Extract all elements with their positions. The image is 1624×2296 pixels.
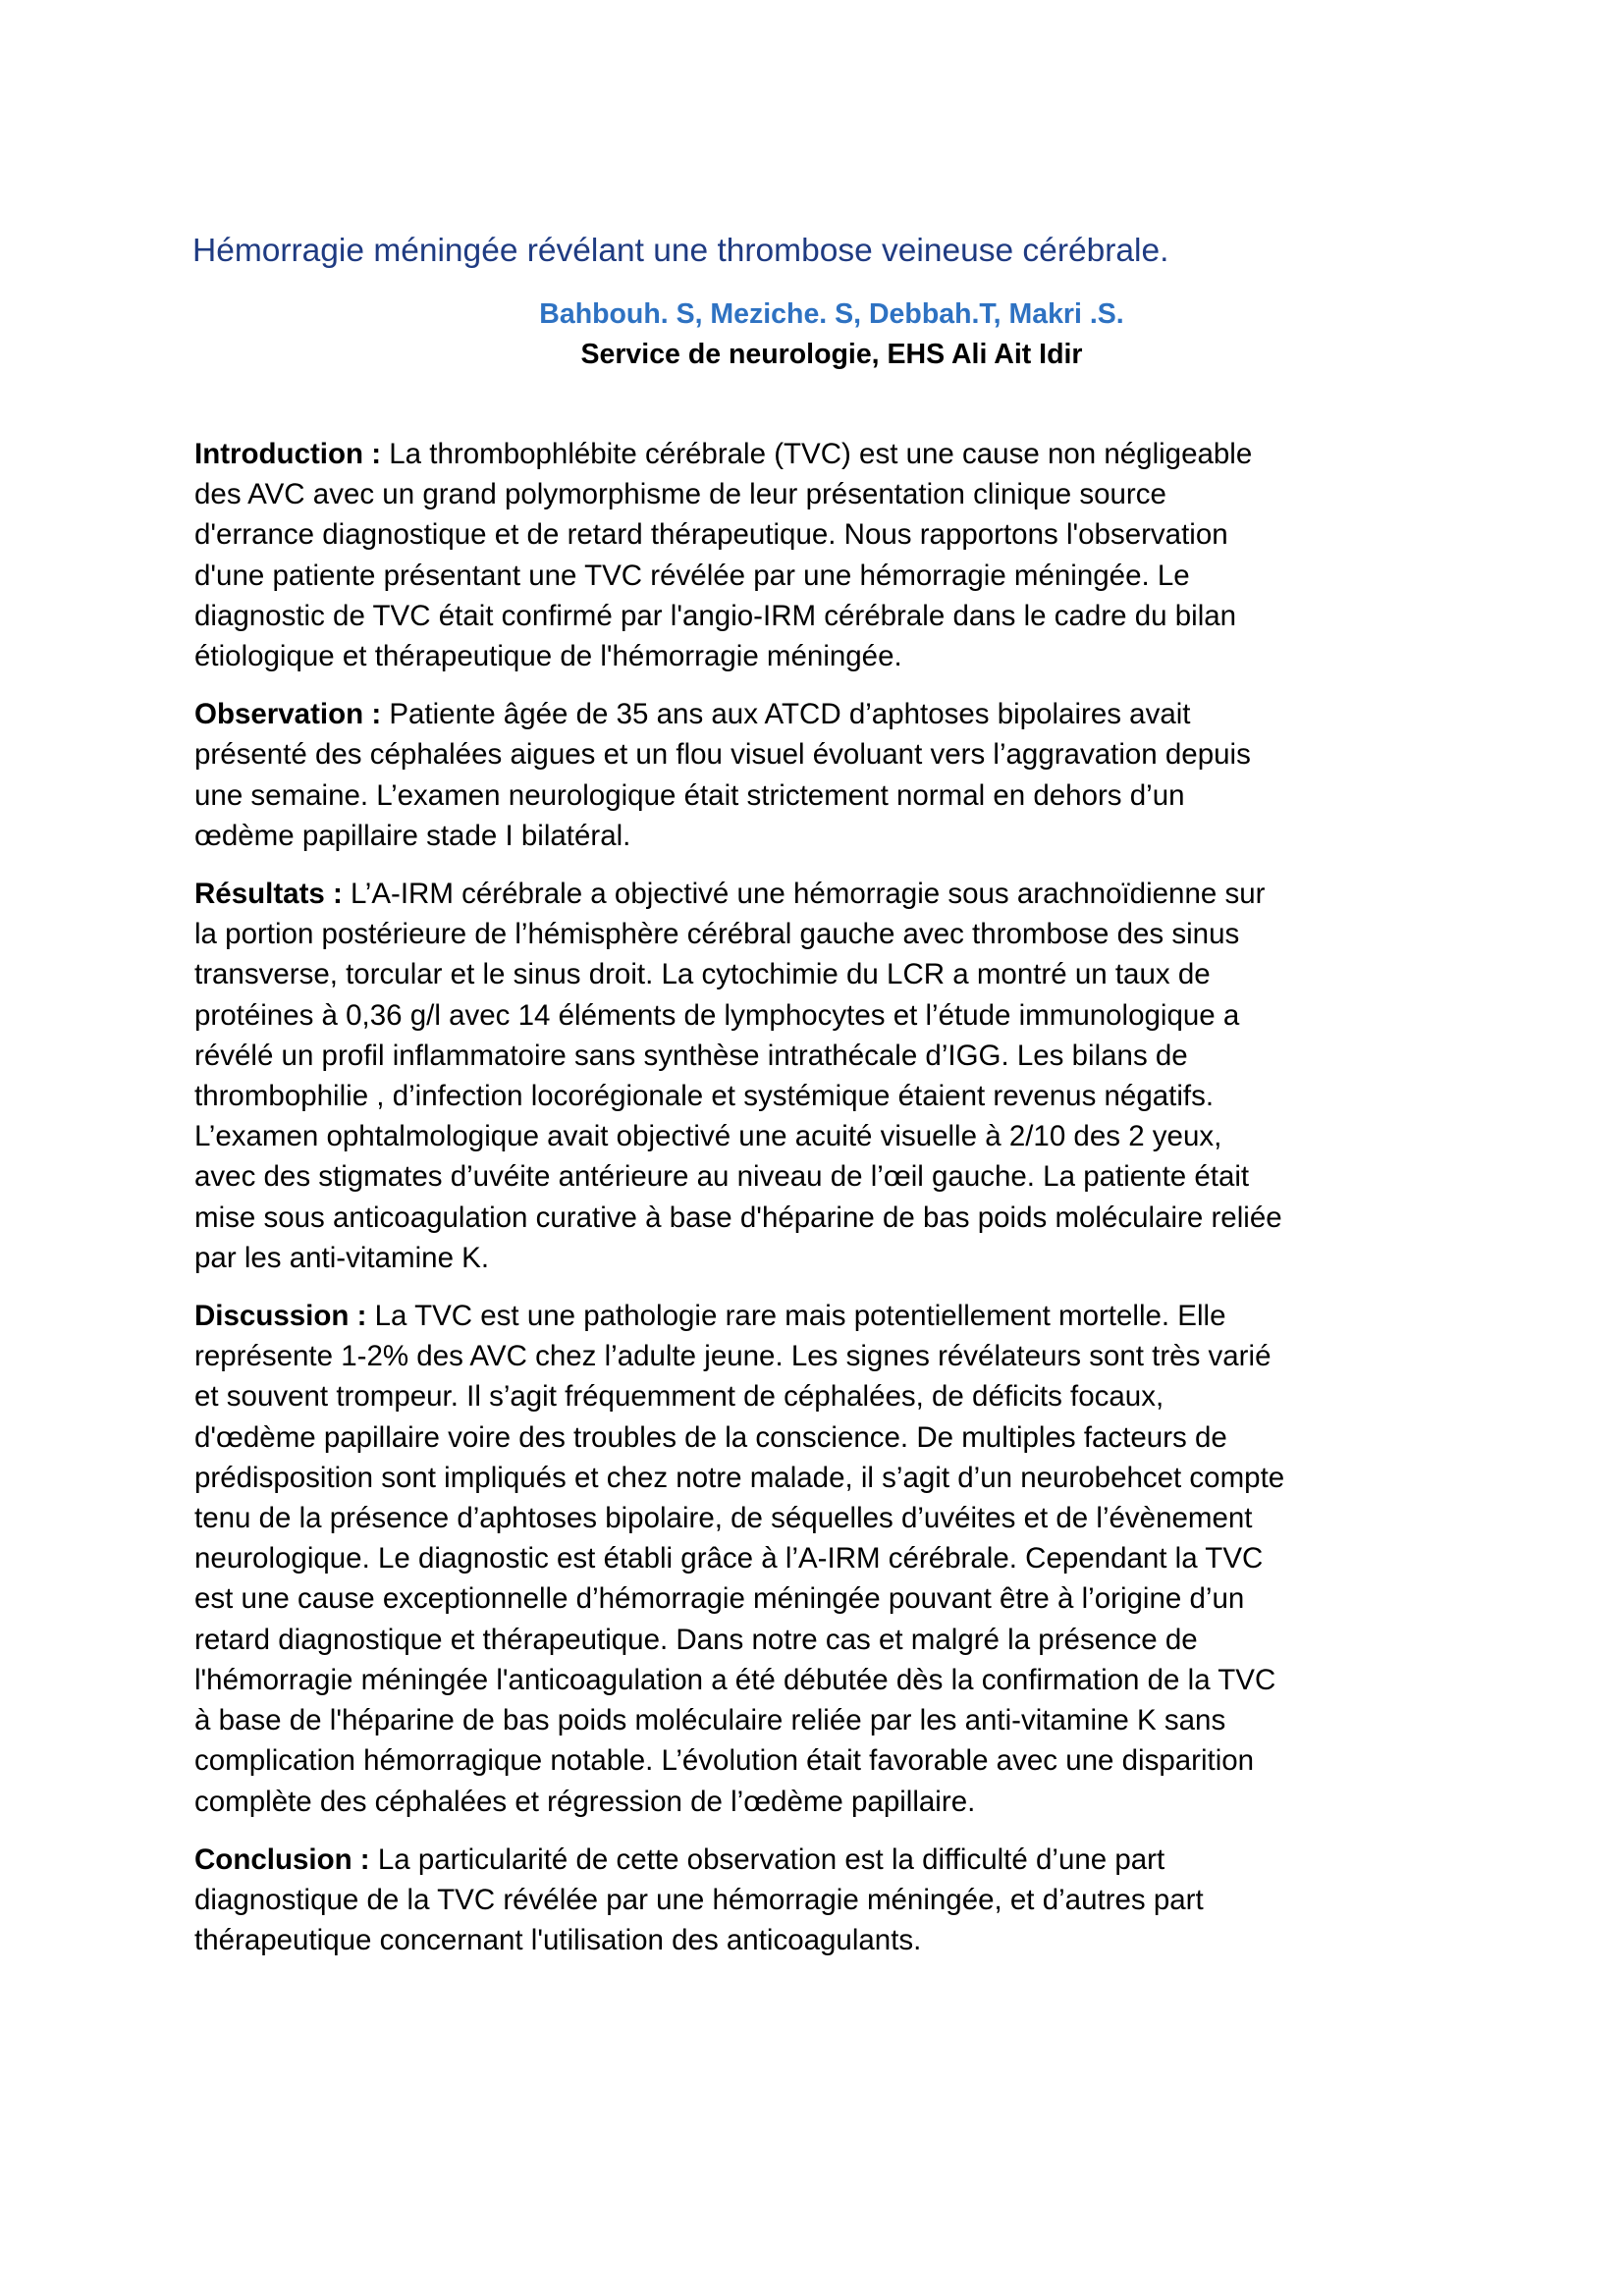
- paragraph-line: à base de l'héparine de bas poids moléculaire reliée par les anti-vitamine K sans: [194, 1704, 1226, 1737]
- paragraph-line: par les anti-vitamine K.: [194, 1241, 490, 1274]
- paragraph-line: des AVC avec un grand polymorphisme de leur présentation clinique source: [194, 478, 1166, 511]
- paragraph-line: œdème papillaire stade I bilatéral.: [194, 819, 631, 852]
- paragraph-line: représente 1-2% des AVC chez l’adulte jeune. Les signes révélateurs sont très varié: [194, 1340, 1272, 1373]
- paragraph-line: tenu de la présence d’aphtoses bipolaire, de séquelles d’uvéites et de l’évènement: [194, 1502, 1253, 1535]
- paragraph-line: Introduction : La thrombophlébite cérébrale (TVC) est une cause non négligeable: [194, 438, 1253, 470]
- paragraph-line: Discussion : La TVC est une pathologie rare mais potentiellement mortelle. Elle: [194, 1300, 1226, 1333]
- section-conclusion: [194, 1840, 1451, 1961]
- paragraph-line: d'œdème papillaire voire des troubles de la conscience. De multiples facteurs de: [194, 1420, 1227, 1454]
- paragraph-line: prédisposition sont impliqués et chez notre malade, il s’agit d’un neurobehcet compte: [194, 1461, 1285, 1494]
- paragraph-line: étiologique et thérapeutique de l'hémorragie méningée.: [194, 640, 902, 673]
- paragraph-line: neurologique. Le diagnostic est établi grâce à l’A-IRM cérébrale. Cependant la TVC: [194, 1542, 1264, 1575]
- paragraph-line: est une cause exceptionnelle d’hémorragie méningée pouvant être à l’origine d’un: [194, 1582, 1245, 1616]
- paragraph-line: retard diagnostique et thérapeutique. Dans notre cas et malgré la présence de: [194, 1623, 1198, 1656]
- paragraph-line: complète des céphalées et régression de l’œdème papillaire.: [194, 1785, 976, 1818]
- paragraph-line: Observation : Patiente âgée de 35 ans aux ATCD d’aphtoses bipolaires avait: [194, 698, 1191, 731]
- paragraph-line: et souvent trompeur. Il s’agit fréquemment de céphalées, de déficits focaux,: [194, 1380, 1164, 1414]
- section-heading: Résultats :: [194, 878, 343, 911]
- paragraph-line: thérapeutique concernant l'utilisation des anticoagulants.: [194, 1924, 922, 1957]
- paragraph-line: diagnostic de TVC était confirmé par l'angio-IRM cérébrale dans le cadre du bilan: [194, 599, 1237, 632]
- paragraph-line: l'hémorragie méningée l'anticoagulation a été débutée dès la confirmation de la TVC: [194, 1663, 1276, 1696]
- paragraph-line: L’examen ophtalmologique avait objectivé une acuité visuelle à 2/10 des 2 yeux,: [194, 1120, 1222, 1153]
- section-heading: Discussion :: [194, 1300, 367, 1333]
- paragraph-line: la portion postérieure de l’hémisphère cérébral gauche avec thrombose des sinus: [194, 918, 1240, 951]
- section-resultats: [194, 874, 1451, 1278]
- page-title: Hémorragie méningée révélant une thrombose veineuse cérébrale.: [192, 233, 1169, 269]
- paragraph-line: révélé un profil inflammatoire sans synthèse intrathécale d’IGG. Les bilans de: [194, 1039, 1188, 1072]
- paragraph-line: avec des stigmates d’uvéite antérieure au niveau de l’œil gauche. La patiente était: [194, 1160, 1250, 1194]
- paragraph-line: Conclusion : La particularité de cette observation est la difficulté d’une part: [194, 1842, 1165, 1876]
- paragraph-line: transverse, torcular et le sinus droit. La cytochimie du LCR a montré un taux de: [194, 958, 1211, 991]
- section-heading: Introduction :: [194, 438, 382, 470]
- paragraph-line: d'une patiente présentant une TVC révélée par une hémorragie méningée. Le: [194, 559, 1190, 592]
- paragraph-line: protéines à 0,36 g/l avec 14 éléments de lymphocytes et l’étude immunologique a: [194, 998, 1240, 1032]
- paragraph-line: présenté des céphalées aigues et un flou visuel évoluant vers l’aggravation depuis: [194, 738, 1251, 772]
- section-heading: Observation :: [194, 698, 382, 731]
- paragraph-line: Résultats : L’A-IRM cérébrale a objectivé une hémorragie sous arachnoïdienne sur: [194, 878, 1266, 911]
- section-introduction: [194, 434, 1451, 676]
- section-observation: [194, 694, 1451, 856]
- paragraph-line: d'errance diagnostique et de retard thérapeutique. Nous rapportons l'observation: [194, 518, 1228, 552]
- paragraph-line: diagnostique de la TVC révélée par une hémorragie méningée, et d’autres part: [194, 1883, 1204, 1916]
- abstract-body: [194, 434, 1451, 1978]
- author-list: Bahbouh. S, Meziche. S, Debbah.T, Makri .S.: [539, 298, 1124, 330]
- paragraph-line: une semaine. L’examen neurologique était strictement normal en dehors d’un: [194, 778, 1185, 812]
- affiliation: Service de neurologie, EHS Ali Ait Idir: [580, 339, 1083, 370]
- section-discussion: [194, 1296, 1451, 1822]
- paragraph-line: complication hémorragique notable. L’évolution était favorable avec une disparition: [194, 1744, 1255, 1778]
- paragraph-line: thrombophilie , d’infection locorégionale et systémique étaient revenus négatifs.: [194, 1080, 1215, 1113]
- paragraph-line: mise sous anticoagulation curative à base d'héparine de bas poids moléculaire reliée: [194, 1201, 1282, 1234]
- section-heading: Conclusion :: [194, 1842, 370, 1876]
